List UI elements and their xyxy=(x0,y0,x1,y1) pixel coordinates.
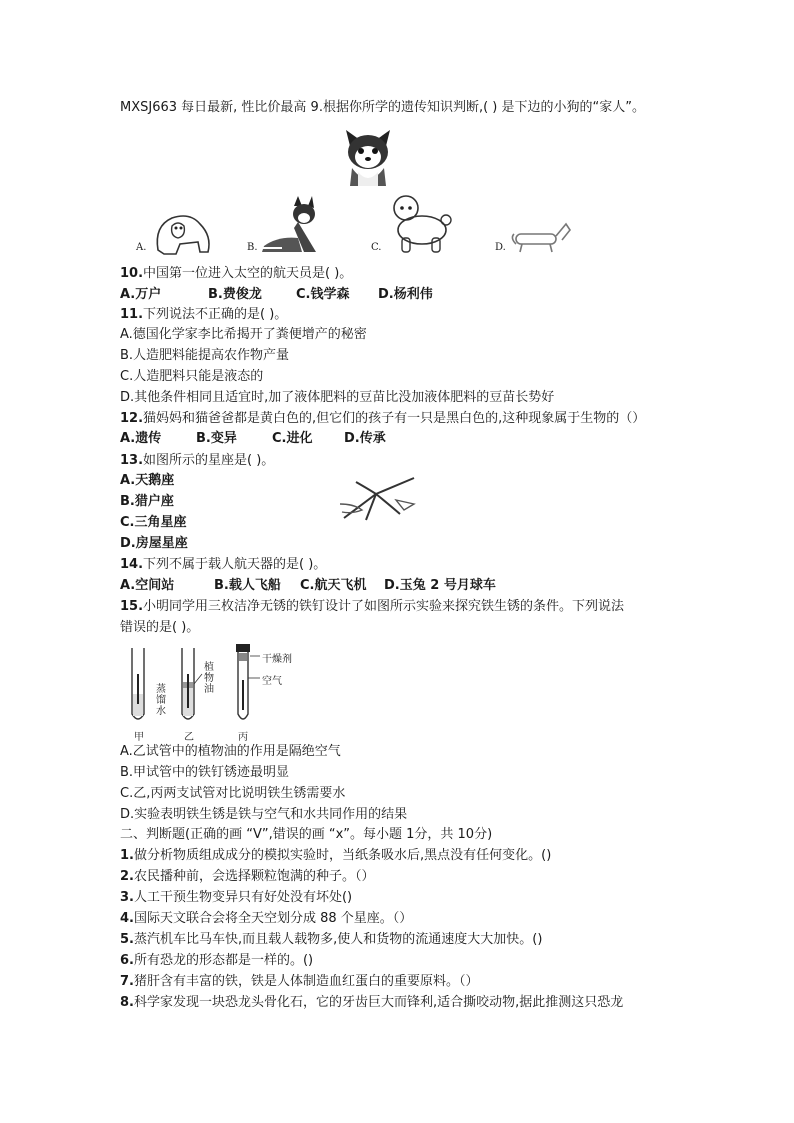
q14-option-c[interactable]: C.航天飞机 xyxy=(300,578,367,593)
q14-option-b[interactable]: B.载人飞船 xyxy=(214,578,281,593)
poodle-image xyxy=(382,192,452,256)
q13-option-d[interactable]: D.房屋星座 xyxy=(120,536,188,551)
q9-label-b: B. xyxy=(247,242,258,253)
q10-option-c[interactable]: C.钱学森 xyxy=(296,287,350,302)
husky-puppy-image xyxy=(338,128,398,190)
judge-item-1: 1.做分析物质组成成分的模拟实验时，当纸条吸水后,黑点没有任何变化。() xyxy=(120,848,552,863)
header-line: MXSJ663 每日最新, 性比价最高 9.根据你所学的遗传知识判断,( ) 是下边的小狗的“家人”。 xyxy=(120,100,645,115)
q11-option-c[interactable]: C.人造肥料只能是液态的 xyxy=(120,369,264,384)
judge-item-5: 5.蒸汽机车比马车快,而且载人载物多,使人和货物的流通速度大大加快。() xyxy=(120,932,543,947)
tube-label-jia: 甲 xyxy=(134,732,144,743)
q10-option-a[interactable]: A.万户 xyxy=(120,287,162,302)
q10-stem: 10.中国第一位进入太空的航天员是( )。 xyxy=(120,266,353,281)
q9-label-c: C. xyxy=(371,242,382,253)
q15-stem: 15.小明同学用三枚洁净无锈的铁钉设计了如图所示实验来探究铁生锈的条件。下列说法 xyxy=(120,599,625,614)
q9-label-a: A. xyxy=(136,242,147,253)
q14-option-d[interactable]: D.玉兔 2 号月球车 xyxy=(384,578,496,593)
q12-stem: 12.猫妈妈和猫爸爸都是黄白色的,但它们的孩子有一只是黑白色的,这种现象属于生物的（） xyxy=(120,411,646,426)
q13-option-a[interactable]: A.天鹅座 xyxy=(120,473,175,488)
dachshund-image xyxy=(506,216,572,256)
judge-item-6: 6.所有恐龙的形态都是一样的。() xyxy=(120,953,314,968)
veg-oil-label: 植物油 xyxy=(204,662,214,695)
q13-option-c[interactable]: C.三角星座 xyxy=(120,515,187,530)
q10-option-d[interactable]: D.杨利伟 xyxy=(378,287,433,302)
q12-option-b[interactable]: B.变异 xyxy=(196,431,237,446)
section2-title: 二、判断题(正确的画 “V”,错误的画 “x”。每小题 1分，共 10分) xyxy=(120,827,493,842)
q10-options xyxy=(120,285,433,305)
tube-label-bing: 丙 xyxy=(238,732,248,743)
judge-item-7: 7.猪肝含有丰富的铁，铁是人体制造血红蛋白的重要原料。（） xyxy=(120,974,479,989)
q11-option-d[interactable]: D.其他条件相同且适宜时,加了液体肥料的豆苗比没加液体肥料的豆苗长势好 xyxy=(120,390,555,405)
q15-option-d[interactable]: D.实验表明铁生锈是铁与空气和水共同作用的结果 xyxy=(120,807,408,822)
q15-option-a[interactable]: A.乙试管中的植物油的作用是隔绝空气 xyxy=(120,744,341,759)
husky-adult-image xyxy=(258,196,332,256)
tube-label-yi: 乙 xyxy=(184,732,194,743)
q12-option-a[interactable]: A.遗传 xyxy=(120,431,162,446)
q12-option-d[interactable]: D.传承 xyxy=(344,431,386,446)
q9-label-d: D. xyxy=(495,242,506,253)
q11-stem: 11.下列说法不正确的是( )。 xyxy=(120,307,288,322)
judge-item-4: 4.国际天文联合会将全天空划分成 88 个星座。（） xyxy=(120,911,413,926)
q11-option-b[interactable]: B.人造肥料能提高农作物产量 xyxy=(120,348,290,363)
q13-stem: 13.如图所示的星座是( )。 xyxy=(120,453,275,468)
q10-option-b[interactable]: B.费俊龙 xyxy=(208,287,262,302)
desiccant-label: 干燥剂 xyxy=(262,654,292,665)
q11-option-a[interactable]: A.德国化学家李比希揭开了粪便增产的秘密 xyxy=(120,327,367,342)
judge-item-8: 8.科学家发现一块恐龙头骨化石，它的牙齿巨大而锋利,适合撕咬动物,据此推测这只恐龙 xyxy=(120,995,624,1010)
q12-option-c[interactable]: C.进化 xyxy=(272,431,313,446)
q15-option-c[interactable]: C.乙,丙两支试管对比说明铁生锈需要水 xyxy=(120,786,346,801)
q14-option-a[interactable]: A.空间站 xyxy=(120,578,175,593)
distilled-water-label: 蒸馏水 xyxy=(156,684,166,717)
q15-option-b[interactable]: B.甲试管中的铁钉锈迹最明显 xyxy=(120,765,290,780)
air-label: 空气 xyxy=(262,676,282,687)
q13-option-b[interactable]: B.猎户座 xyxy=(120,494,174,509)
q14-options xyxy=(120,576,496,596)
q14-stem: 14.下列不属于载人航天器的是( )。 xyxy=(120,557,327,572)
judge-item-3: 3.人工干预生物变异只有好处没有坏处() xyxy=(120,890,353,905)
q12-options xyxy=(120,429,386,449)
q15-stem-cont: 错误的是( )。 xyxy=(120,620,200,635)
constellation-image xyxy=(336,474,416,524)
judge-item-2: 2.农民播种前，会选择颗粒饱满的种子。（） xyxy=(120,869,375,884)
bulldog-image xyxy=(150,206,216,258)
